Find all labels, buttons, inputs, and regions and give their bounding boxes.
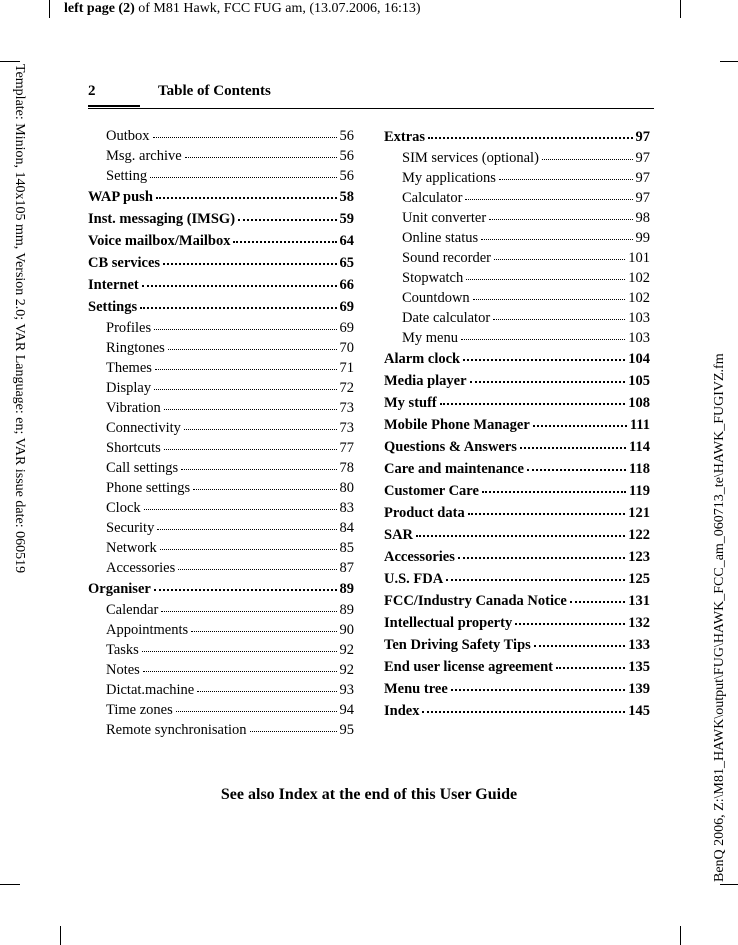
toc-entry-label: Online status — [402, 230, 479, 246]
crop-mark — [49, 0, 50, 18]
crop-mark — [680, 0, 681, 18]
toc-entry-page: 97 — [635, 170, 650, 186]
toc-entry[interactable] — [384, 612, 650, 634]
toc-entry-page: 72 — [339, 380, 354, 396]
toc-entry[interactable] — [88, 538, 354, 558]
toc-entry-label: Menu tree — [384, 681, 448, 697]
toc-entry[interactable] — [88, 398, 354, 418]
toc-entry[interactable] — [384, 700, 650, 722]
toc-entry[interactable] — [88, 558, 354, 578]
toc-leader-dots — [473, 289, 626, 300]
toc-entry-page: 77 — [339, 440, 354, 456]
toc-entry-page: 135 — [628, 659, 650, 675]
toc-entry-label: Setting — [106, 168, 148, 184]
toc-leader-dots — [155, 359, 337, 370]
toc-entry-page: 98 — [635, 210, 650, 226]
toc-entry-page: 69 — [339, 299, 354, 315]
toc-entry-label: Index — [384, 703, 420, 719]
toc-leader-dots — [140, 297, 336, 309]
page-title: Table of Contents — [158, 83, 271, 99]
toc-entry-label: WAP push — [88, 189, 153, 205]
toc-entry-label: Product data — [384, 505, 465, 521]
toc-entry-page: 80 — [339, 480, 354, 496]
toc-entry[interactable] — [88, 640, 354, 660]
toc-entry[interactable] — [384, 228, 650, 248]
toc-entry-page: 103 — [628, 330, 650, 346]
toc-entry-page: 97 — [635, 190, 650, 206]
toc-leader-dots — [515, 613, 625, 625]
toc-entry-label: Network — [106, 540, 157, 556]
toc-entry[interactable] — [88, 358, 354, 378]
toc-entry-label: Time zones — [106, 702, 173, 718]
toc-entry-page: 66 — [339, 277, 354, 293]
toc-leader-dots — [178, 559, 336, 570]
toc-entry-label: Stopwatch — [402, 270, 464, 286]
toc-entry[interactable] — [384, 348, 650, 370]
toc-entry-label: Questions & Answers — [384, 439, 517, 455]
page-number: 2 — [88, 83, 96, 99]
toc-leader-dots — [534, 635, 625, 647]
toc-entry-label: Themes — [106, 360, 152, 376]
toc-entry-page: 132 — [628, 615, 650, 631]
toc-entry-page: 71 — [339, 360, 354, 376]
toc-entry-page: 89 — [339, 602, 354, 618]
toc-entry[interactable] — [384, 268, 650, 288]
toc-entry-page: 139 — [628, 681, 650, 697]
toc-leader-dots — [527, 459, 626, 471]
toc-entry-label: FCC/Industry Canada Notice — [384, 593, 567, 609]
toc-entry-page: 131 — [628, 593, 650, 609]
toc-entry-label: Appointments — [106, 622, 189, 638]
toc-entry-label: Organiser — [88, 581, 151, 597]
toc-entry[interactable] — [88, 478, 354, 498]
toc-leader-dots — [164, 399, 337, 410]
toc-entry-page: 133 — [628, 637, 650, 653]
toc-entry[interactable] — [384, 308, 650, 328]
toc-entry-page: 121 — [628, 505, 650, 521]
toc-leader-dots — [157, 519, 336, 530]
toc-entry-label: Settings — [88, 299, 138, 315]
toc-leader-dots — [250, 721, 337, 732]
toc-entry-label: Voice mailbox/Mailbox — [88, 233, 231, 249]
toc-entry-page: 56 — [339, 128, 354, 144]
toc-entry-page: 95 — [339, 722, 354, 738]
toc-leader-dots — [556, 657, 625, 669]
toc-entry[interactable] — [88, 274, 354, 296]
toc-entry-label: Accessories — [384, 549, 455, 565]
toc-entry-label: Extras — [384, 129, 426, 145]
toc-entry-label: Msg. archive — [106, 148, 182, 164]
toc-entry[interactable] — [384, 414, 650, 436]
toc-entry[interactable] — [88, 578, 354, 600]
toc-entry[interactable] — [384, 328, 650, 348]
toc-entry[interactable] — [384, 392, 650, 414]
toc-entry[interactable] — [88, 438, 354, 458]
toc-leader-dots — [154, 319, 336, 330]
toc-entry-page: 65 — [339, 255, 354, 271]
template-info-text: Template: Minion, 140x105 mm, Version 2.0; VAR Language: en; VAR issue date: 060519 — [12, 64, 27, 574]
toc-entry[interactable] — [88, 700, 354, 720]
toc-entry[interactable] — [384, 126, 650, 148]
toc-entry-page: 97 — [635, 129, 650, 145]
toc-leader-dots — [176, 701, 337, 712]
toc-entry-label: Shortcuts — [106, 440, 161, 456]
toc-entry[interactable] — [88, 252, 354, 274]
toc-entry-page: 78 — [339, 460, 354, 476]
toc-entry[interactable] — [384, 248, 650, 268]
toc-entry[interactable] — [88, 680, 354, 700]
toc-entry[interactable] — [88, 208, 354, 230]
toc-entry[interactable] — [384, 208, 650, 228]
toc-entry-page: 125 — [628, 571, 650, 587]
toc-entry[interactable] — [384, 458, 650, 480]
toc-entry-page: 85 — [339, 540, 354, 556]
toc-entry[interactable] — [384, 188, 650, 208]
toc-entry-page: 118 — [629, 461, 650, 477]
toc-entry-label: Notes — [106, 662, 140, 678]
toc-entry-label: Care and maintenance — [384, 461, 524, 477]
toc-leader-dots — [533, 415, 627, 427]
toc-entry-label: Outbox — [106, 128, 150, 144]
toc-entry-page: 89 — [339, 581, 354, 597]
toc-leader-dots — [440, 393, 625, 405]
toc-entry-page: 101 — [628, 250, 650, 266]
toc-leader-dots — [489, 209, 632, 220]
toc-leader-dots — [463, 349, 625, 361]
toc-entry[interactable] — [384, 502, 650, 524]
toc-leader-dots — [542, 149, 633, 160]
toc-entry-page: 92 — [339, 642, 354, 658]
toc-leader-dots — [156, 187, 337, 199]
toc-leader-dots — [233, 231, 336, 243]
crop-mark — [0, 884, 20, 885]
toc-entry-page: 119 — [629, 483, 650, 499]
toc-entry-label: My applications — [402, 170, 496, 186]
toc-entry-page: 90 — [339, 622, 354, 638]
toc-entry-label: Date calculator — [402, 310, 491, 326]
toc-entry[interactable] — [88, 518, 354, 538]
toc-entry[interactable] — [384, 590, 650, 612]
toc-entry-label: Connectivity — [106, 420, 181, 436]
toc-leader-dots — [458, 547, 625, 559]
toc-leader-dots — [168, 339, 337, 350]
toc-leader-dots — [150, 167, 336, 178]
toc-leader-dots — [482, 481, 626, 493]
toc-entry[interactable] — [384, 546, 650, 568]
toc-entry-label: Ringtones — [106, 340, 165, 356]
toc-entry-page: 83 — [339, 500, 354, 516]
toc-leader-dots — [161, 601, 336, 612]
toc-leader-dots — [446, 569, 625, 581]
toc-entry[interactable] — [88, 600, 354, 620]
toc-entry[interactable] — [384, 656, 650, 678]
toc-entry-label: Intellectual property — [384, 615, 513, 631]
toc-leader-dots — [153, 127, 337, 138]
toc-entry-label: Sound recorder — [402, 250, 491, 266]
toc-entry-page: 73 — [339, 400, 354, 416]
toc-entry[interactable] — [88, 418, 354, 438]
toc-entry-page: 99 — [635, 230, 650, 246]
toc-entry[interactable] — [384, 678, 650, 700]
crop-mark — [680, 926, 681, 945]
toc-leader-dots — [193, 479, 336, 490]
toc-entry[interactable] — [88, 720, 354, 740]
toc-entry-label: CB services — [88, 255, 161, 271]
toc-column-left — [88, 126, 354, 740]
toc-leader-dots — [468, 503, 626, 515]
toc-entry-page: 108 — [628, 395, 650, 411]
toc-entry-page: 70 — [339, 340, 354, 356]
toc-entry-label: Alarm clock — [384, 351, 461, 367]
toc-entry-page: 102 — [628, 290, 650, 306]
toc-entry[interactable] — [88, 230, 354, 252]
toc-entry-page: 56 — [339, 168, 354, 184]
toc-leader-dots — [144, 499, 337, 510]
toc-entry[interactable] — [88, 166, 354, 186]
file-path-text: BenQ 2006, Z:\M81_HAWK\output\FUG\HAWK_FCC_am_060713_te\HAWK_FUGIVZ.fm — [712, 353, 727, 882]
toc-leader-dots — [163, 253, 336, 265]
toc-entry[interactable] — [384, 168, 650, 188]
toc-entry-page: 114 — [629, 439, 650, 455]
toc-entry[interactable] — [88, 186, 354, 208]
toc-entry-label: End user license agreement — [384, 659, 554, 675]
toc-entry[interactable] — [88, 620, 354, 640]
crop-mark — [0, 61, 20, 62]
toc-leader-dots — [422, 701, 625, 713]
toc-entry-page: 84 — [339, 520, 354, 536]
toc-leader-dots — [499, 169, 633, 180]
toc-entry-label: Inst. messaging (IMSG) — [88, 211, 236, 227]
toc-leader-dots — [481, 229, 632, 240]
toc-column-right — [384, 126, 650, 722]
toc-leader-dots — [154, 379, 336, 390]
header-rule — [88, 105, 140, 107]
toc-entry-label: SAR — [384, 527, 414, 543]
toc-entry[interactable] — [384, 370, 650, 392]
toc-leader-dots — [416, 525, 625, 537]
toc-entry-label: Profiles — [106, 320, 152, 336]
toc-entry[interactable] — [384, 288, 650, 308]
toc-entry[interactable] — [384, 524, 650, 546]
toc-entry-label: My menu — [402, 330, 458, 346]
toc-entry[interactable] — [88, 378, 354, 398]
toc-leader-dots — [154, 579, 337, 591]
toc-entry-page: 92 — [339, 662, 354, 678]
toc-leader-dots — [238, 209, 336, 221]
toc-entry[interactable] — [88, 338, 354, 358]
toc-entry-page: 69 — [339, 320, 354, 336]
toc-entry-label: Mobile Phone Manager — [384, 417, 530, 433]
toc-entry-label: SIM services (optional) — [402, 150, 539, 166]
toc-entry-page: 104 — [628, 351, 650, 367]
toc-entry-label: U.S. FDA — [384, 571, 444, 587]
print-header-bold: left page (2) — [64, 1, 135, 16]
crop-mark — [720, 884, 738, 885]
toc-entry-page: 93 — [339, 682, 354, 698]
toc-entry-label: Customer Care — [384, 483, 479, 499]
toc-entry-label: Remote synchronisation — [106, 722, 247, 738]
toc-entry-label: Call settings — [106, 460, 179, 476]
toc-entry-label: Accessories — [106, 560, 176, 576]
crop-mark — [60, 926, 61, 945]
toc-entry-page: 94 — [339, 702, 354, 718]
toc-entry-page: 103 — [628, 310, 650, 326]
toc-leader-dots — [191, 621, 336, 632]
toc-leader-dots — [465, 189, 632, 200]
print-header-rest: of M81 Hawk, FCC FUG am, (13.07.2006, 16:13) — [134, 1, 421, 16]
toc-entry[interactable] — [88, 498, 354, 518]
toc-entry-label: Calculator — [402, 190, 463, 206]
toc-entry-label: Countdown — [402, 290, 470, 306]
toc-entry-page: 64 — [339, 233, 354, 249]
toc-entry-label: Clock — [106, 500, 141, 516]
toc-leader-dots — [493, 309, 625, 320]
toc-entry-label: Security — [106, 520, 155, 536]
print-header — [64, 1, 421, 17]
toc-leader-dots — [428, 127, 632, 139]
toc-leader-dots — [451, 679, 626, 691]
toc-leader-dots — [461, 329, 625, 340]
toc-leader-dots — [142, 275, 337, 287]
page-header — [88, 82, 654, 109]
toc-entry-page: 87 — [339, 560, 354, 576]
toc-entry-label: Vibration — [106, 400, 161, 416]
toc-entry[interactable] — [88, 146, 354, 166]
toc-entry-page: 97 — [635, 150, 650, 166]
toc-entry-label: Dictat.machine — [106, 682, 195, 698]
toc-entry-label: My stuff — [384, 395, 437, 411]
toc-entry[interactable] — [384, 480, 650, 502]
toc-leader-dots — [164, 439, 337, 450]
toc-entry-page: 145 — [628, 703, 650, 719]
footer-note: See also Index at the end of this User Guide — [220, 786, 518, 803]
toc-entry-page: 58 — [339, 189, 354, 205]
toc-entry-label: Unit converter — [402, 210, 487, 226]
toc-entry-page: 105 — [628, 373, 650, 389]
toc-leader-dots — [142, 641, 337, 652]
toc-entry-page: 73 — [339, 420, 354, 436]
toc-entry-page: 123 — [628, 549, 650, 565]
toc-entry-page: 56 — [339, 148, 354, 164]
toc-entry-label: Tasks — [106, 642, 139, 658]
toc-entry[interactable] — [88, 126, 354, 146]
toc-entry-label: Ten Driving Safety Tips — [384, 637, 531, 653]
toc-entry-page: 122 — [628, 527, 650, 543]
toc-entry-page: 59 — [339, 211, 354, 227]
toc-leader-dots — [466, 269, 625, 280]
toc-leader-dots — [143, 661, 337, 672]
toc-entry[interactable] — [384, 568, 650, 590]
toc-entry[interactable] — [384, 436, 650, 458]
toc-leader-dots — [470, 371, 626, 383]
toc-leader-dots — [520, 437, 626, 449]
toc-leader-dots — [160, 539, 337, 550]
toc-leader-dots — [181, 459, 336, 470]
toc-entry[interactable] — [88, 458, 354, 478]
toc-entry-label: Internet — [88, 277, 139, 293]
file-path-info — [712, 60, 732, 880]
template-info — [9, 64, 29, 656]
toc-leader-dots — [570, 591, 625, 603]
toc-entry-page: 111 — [629, 417, 650, 433]
toc-entry-label: Media player — [384, 373, 467, 389]
toc-leader-dots — [185, 147, 337, 158]
toc-leader-dots — [184, 419, 337, 430]
toc-entry[interactable] — [88, 660, 354, 680]
toc-entry-page: 102 — [628, 270, 650, 286]
toc-entry[interactable] — [384, 148, 650, 168]
toc-entry-label: Phone settings — [106, 480, 191, 496]
toc-entry-label: Display — [106, 380, 152, 396]
toc-leader-dots — [494, 249, 625, 260]
toc-entry[interactable] — [384, 634, 650, 656]
toc-entry[interactable] — [88, 296, 354, 318]
toc-entry-label: Calendar — [106, 602, 159, 618]
toc-leader-dots — [197, 681, 336, 692]
toc-entry[interactable] — [88, 318, 354, 338]
